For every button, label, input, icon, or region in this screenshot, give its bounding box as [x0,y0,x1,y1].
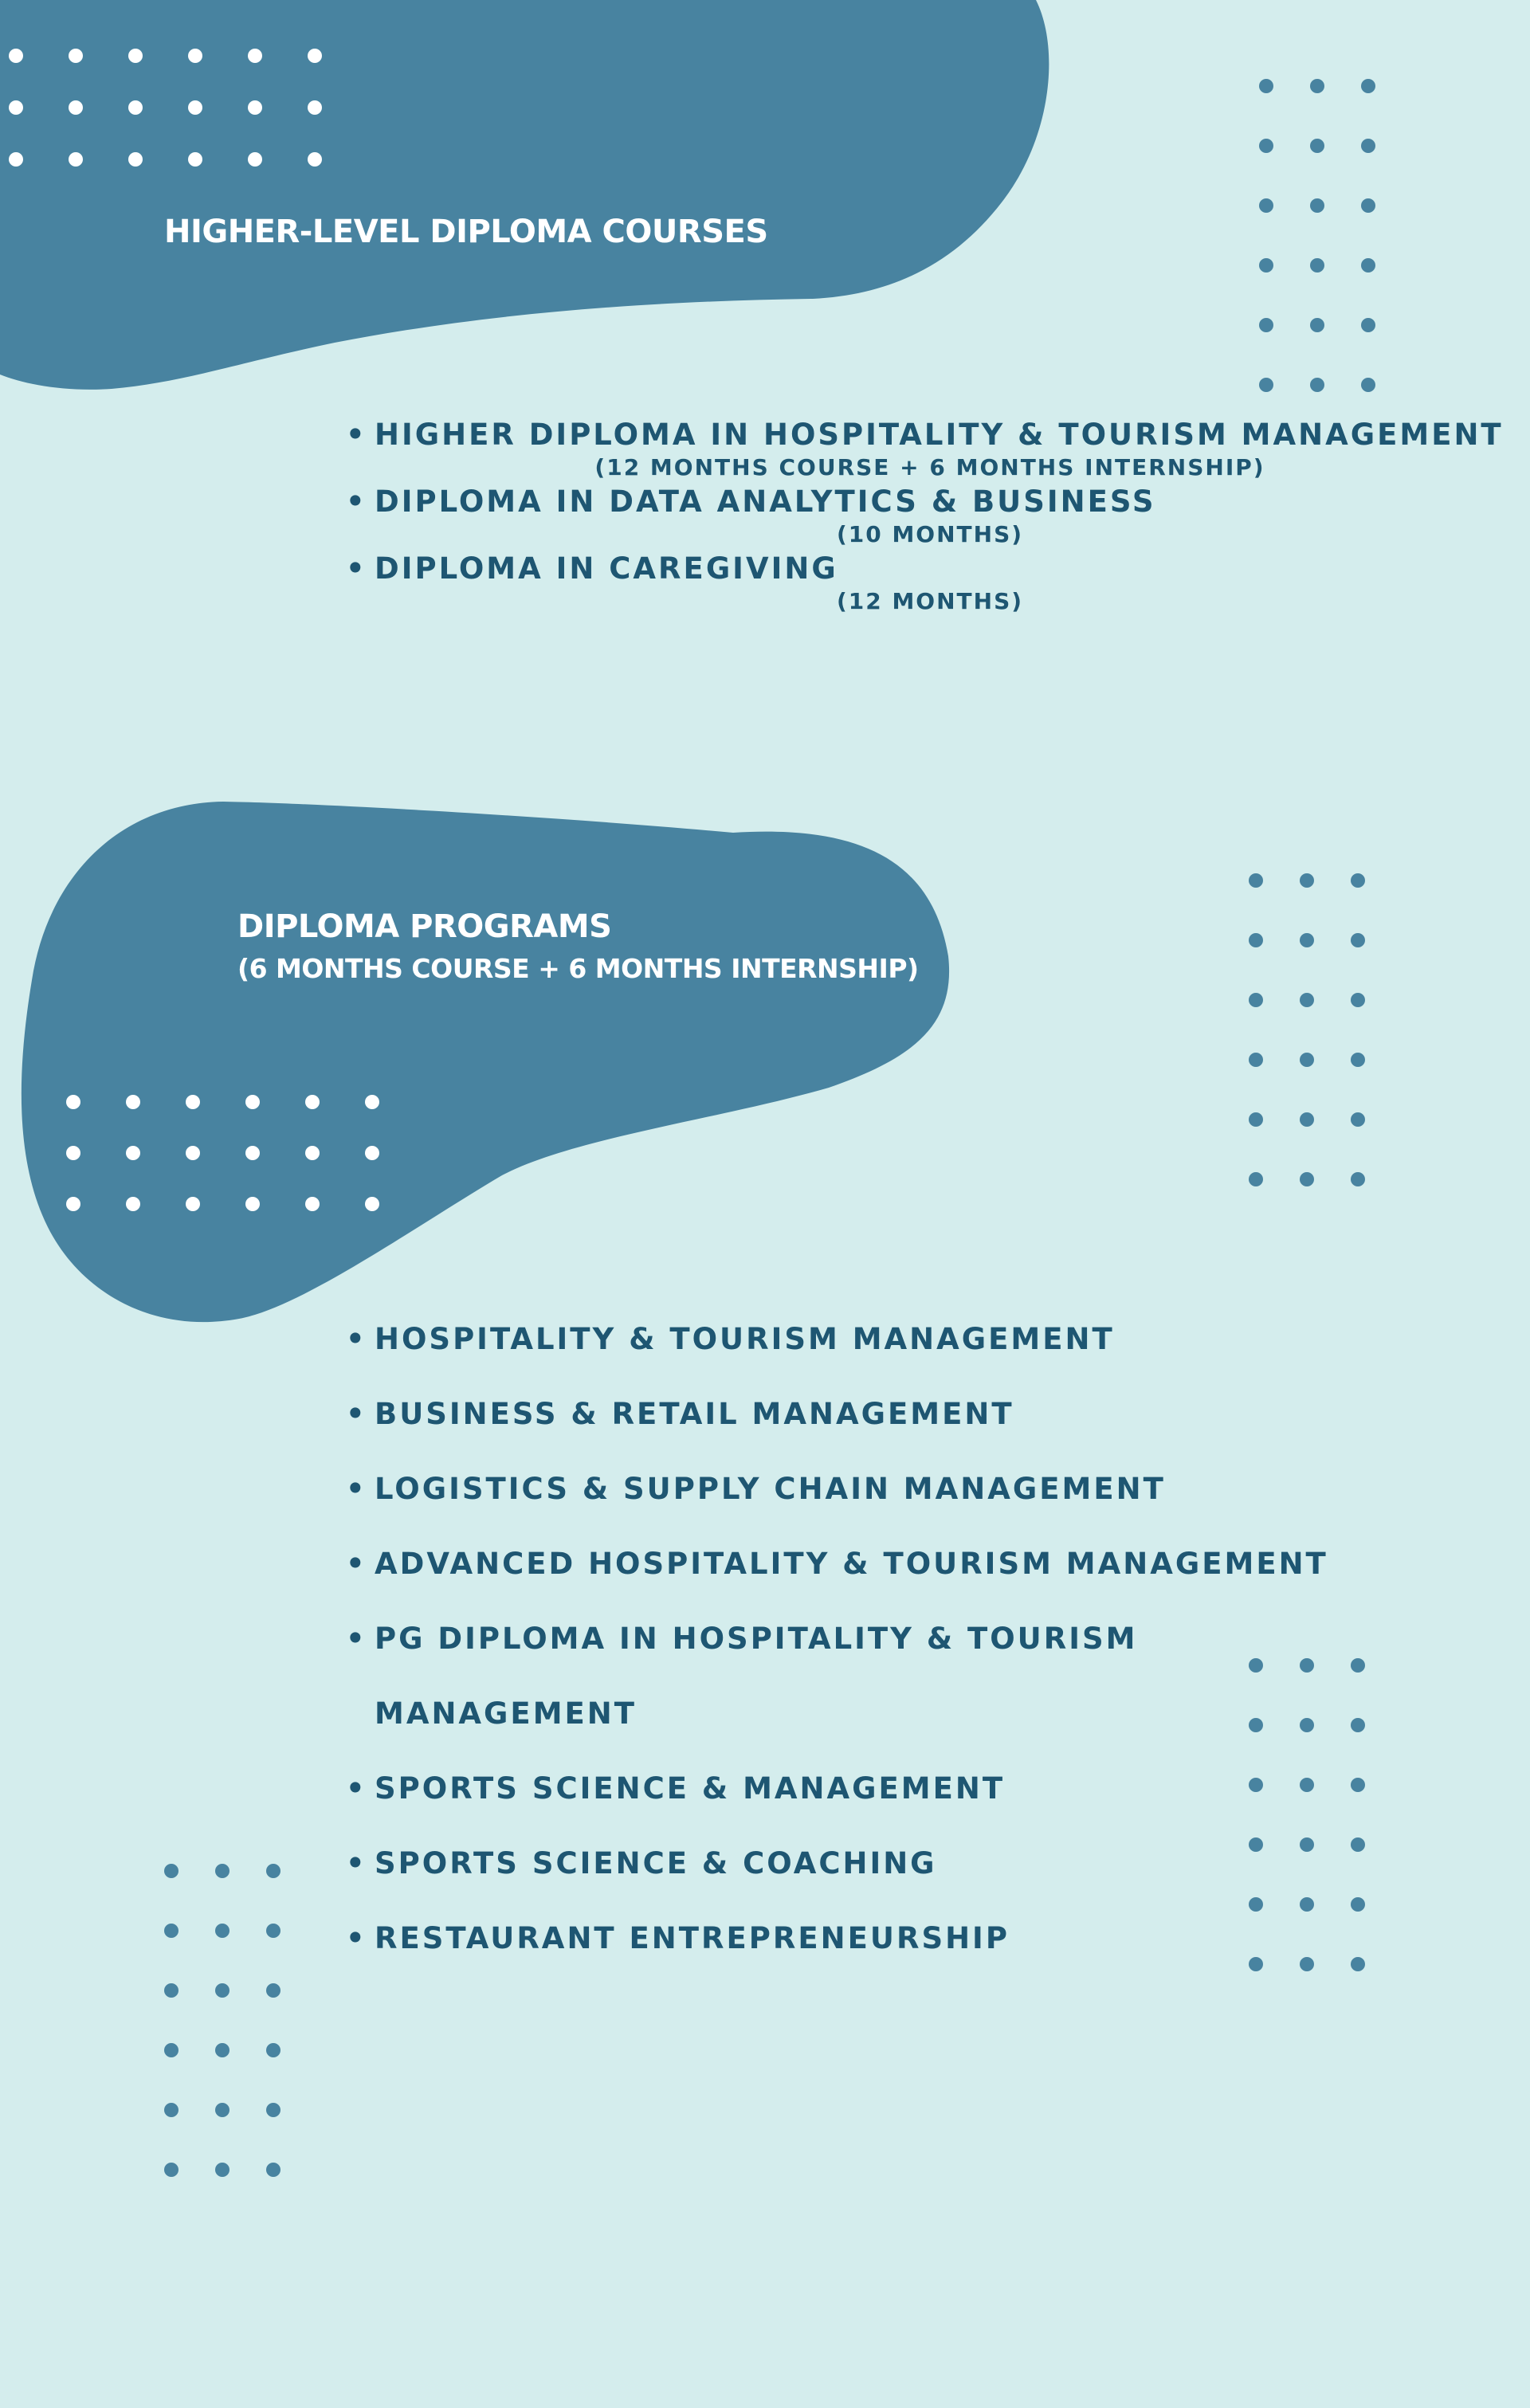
decorative-dot [1300,1112,1314,1127]
decorative-dot [69,49,83,63]
decorative-dot [266,2103,280,2117]
decorative-dot [1361,139,1375,153]
decorative-dot [1300,933,1314,947]
decorative-dot [69,152,83,167]
dot-grid-bottom-left [164,1864,280,2177]
course-name: HIGHER DIPLOMA IN HOSPITALITY & TOURISM MANAGEMENT [375,418,1504,452]
decorative-dot [1300,1172,1314,1186]
higher-level-course-list [346,414,1504,615]
decorative-dot [1310,378,1324,392]
decorative-dot [164,2103,178,2117]
decorative-dot [1310,198,1324,213]
decorative-dot [66,1146,80,1160]
course-duration: (12 MONTHS COURSE + 6 MONTHS INTERNSHIP) [594,454,1265,480]
middle-blob-shape [22,802,949,1322]
decorative-dot [1351,993,1365,1007]
decorative-dot [1361,258,1375,273]
decorative-dot [1361,378,1375,392]
decorative-dot [365,1197,379,1211]
decorative-dot [215,1983,230,1998]
decorative-dot [1249,1053,1263,1067]
decorative-dot [188,49,202,63]
decorative-dot [1351,873,1365,888]
decorative-dot [1249,993,1263,1007]
decorative-dot [164,1924,178,1938]
decorative-dot [186,1197,200,1211]
diploma-program-list [346,1302,1382,1976]
decorative-dot [186,1095,200,1109]
decorative-dot [266,2043,280,2057]
decorative-dot [69,100,83,115]
decorative-dot [248,100,262,115]
list-item: • HOSPITALITY & TOURISM MANAGEMENT [346,1302,1382,1377]
decorative-dot [1310,79,1324,93]
course-name: DIPLOMA IN DATA ANALYTICS & BUSINESS [375,484,1156,519]
decorative-dot [164,2163,178,2177]
decorative-dot [215,1924,230,1938]
decorative-dot [1259,318,1273,332]
decorative-dot [305,1197,320,1211]
decorative-dot [1300,993,1314,1007]
decorative-dot [1310,318,1324,332]
list-item: • RESTAURANT ENTREPRENEURSHIP [346,1901,1382,1976]
decorative-dot [1259,198,1273,213]
decorative-dot [266,1864,280,1878]
decorative-dot [1249,1172,1263,1186]
list-item [346,414,1504,481]
decorative-dot [9,49,23,63]
decorative-dot [305,1146,320,1160]
dot-grid-top-right [1259,79,1375,392]
section-heading-higher-level: HIGHER-LEVEL DIPLOMA COURSES [164,214,768,250]
list-item [346,548,1485,615]
list-item: • SPORTS SCIENCE & MANAGEMENT [346,1751,1382,1826]
decorative-dot [1249,1112,1263,1127]
decorative-dot [128,49,143,63]
section-heading-diploma-programs: DIPLOMA PROGRAMS [237,908,612,945]
decorative-dot [126,1197,140,1211]
decorative-dot [215,2043,230,2057]
course-name: DIPLOMA IN CAREGIVING [375,551,838,586]
list-item: • SPORTS SCIENCE & COACHING [346,1826,1382,1901]
decorative-dot [266,1983,280,1998]
decorative-dot [215,1864,230,1878]
top-blob-shape [0,0,1049,390]
decorative-dot [266,1924,280,1938]
decorative-dot [186,1146,200,1160]
course-duration: (12 MONTHS) [836,588,1024,614]
decorative-dot [308,152,322,167]
decorative-dot [308,100,322,115]
decorative-dot [1310,139,1324,153]
decorative-dot [1351,1053,1365,1067]
decorative-dot [248,49,262,63]
decorative-dot [1249,933,1263,947]
decorative-dot [365,1146,379,1160]
decorative-dot [1259,378,1273,392]
decorative-dot [266,2163,280,2177]
decorative-dot [245,1197,260,1211]
decorative-dot [245,1146,260,1160]
decorative-dot [188,100,202,115]
decorative-dot [9,152,23,167]
decorative-dot [1351,1112,1365,1127]
decorative-dot [126,1146,140,1160]
list-item [346,481,1485,548]
decorative-dot [365,1095,379,1109]
decorative-dot [215,2163,230,2177]
decorative-dot [215,2103,230,2117]
decorative-dot [1259,139,1273,153]
decorative-dot [245,1095,260,1109]
list-item: • LOGISTICS & SUPPLY CHAIN MANAGEMENT [346,1452,1382,1527]
decorative-dot [1361,198,1375,213]
list-item: • ADVANCED HOSPITALITY & TOURISM MANAGEMENT [346,1527,1382,1602]
decorative-dot [128,100,143,115]
decorative-dot [126,1095,140,1109]
decorative-dot [164,1983,178,1998]
decorative-dot [248,152,262,167]
list-item: • BUSINESS & RETAIL MANAGEMENT [346,1377,1382,1452]
decorative-dot [66,1095,80,1109]
decorative-dot [128,152,143,167]
section-subheading-diploma-programs: (6 MONTHS COURSE + 6 MONTHS INTERNSHIP) [237,953,919,984]
list-item: • PG DIPLOMA IN HOSPITALITY & TOURISM MANAGEMENT [346,1602,1171,1751]
course-duration: (10 MONTHS) [836,521,1024,547]
decorative-dot [308,49,322,63]
decorative-dot [66,1197,80,1211]
decorative-dot [1361,318,1375,332]
dot-grid-middle-right [1249,873,1365,1186]
decorative-dot [1259,79,1273,93]
decorative-dot [9,100,23,115]
decorative-dot [1310,258,1324,273]
decorative-dot [188,152,202,167]
decorative-dot [305,1095,320,1109]
decorative-dot [1300,1053,1314,1067]
decorative-dot [1249,873,1263,888]
decorative-dot [164,2043,178,2057]
decorative-dot [1259,258,1273,273]
decorative-dot [1361,79,1375,93]
decorative-dot [1300,873,1314,888]
decorative-dot [1351,1172,1365,1186]
decorative-dot [164,1864,178,1878]
decorative-dot [1351,933,1365,947]
